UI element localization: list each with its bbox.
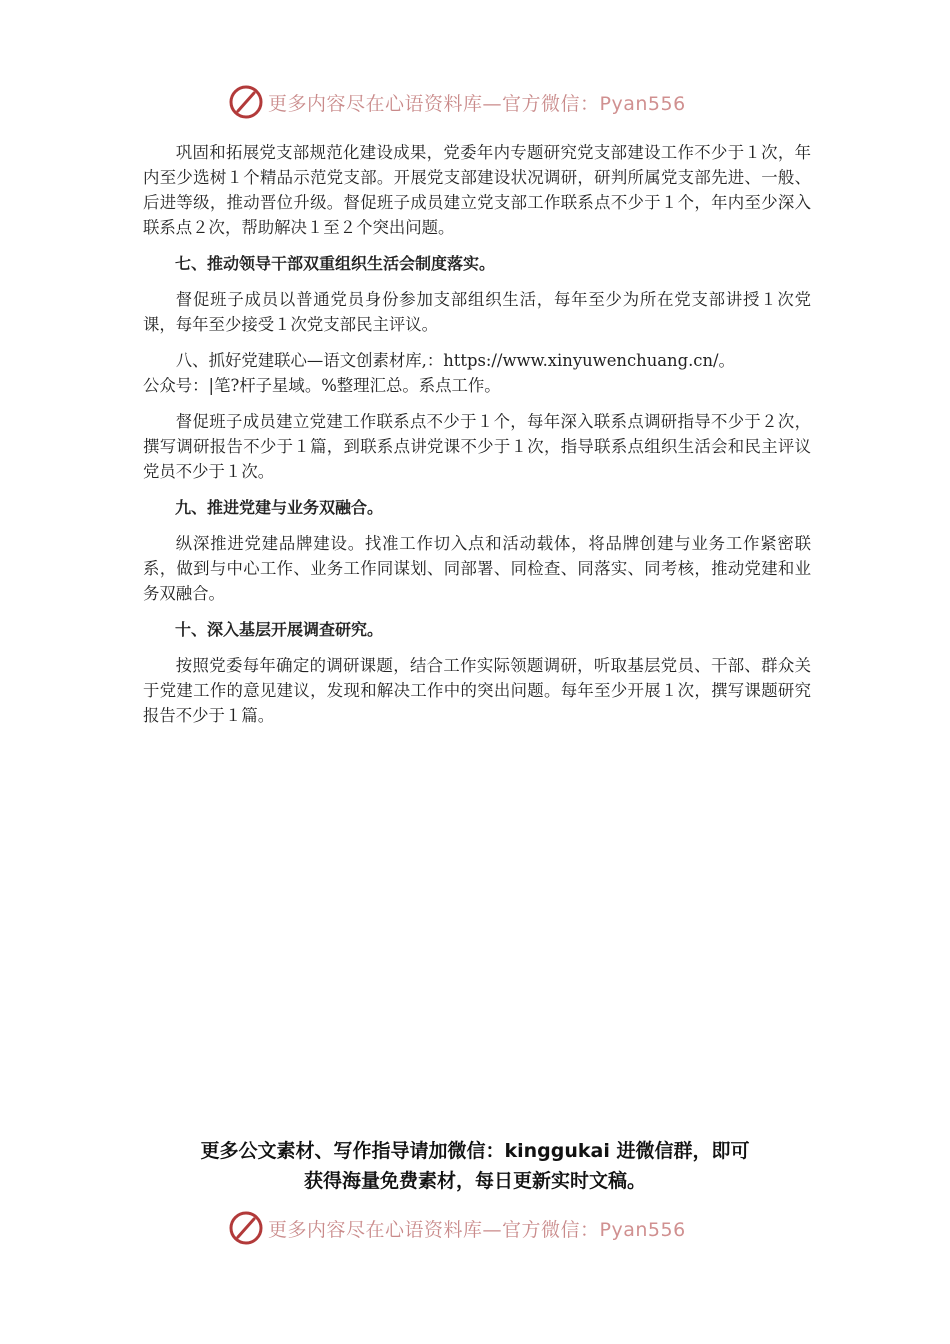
footer-note <box>100 1136 850 1196</box>
footer-banner <box>228 1208 686 1248</box>
footer-note-line-2: 获得海量免费素材，每日更新实时文稿。 <box>303 1170 646 1192</box>
header-banner <box>228 82 686 122</box>
section-8-subline: 公众号：|笔?杆子星域。%整理汇总。系点工作。 <box>143 376 501 395</box>
document-body <box>143 140 811 739</box>
section-9-body: 纵深推进党建品牌建设。找准工作切入点和活动载体，将品牌创建与业务工作紧密联系，做到与中心工作、业务工作同谋划、同部署、同检查、同落实、同考核，推动党建和业务双融合。 <box>143 534 811 603</box>
pen-logo-icon <box>228 1210 264 1246</box>
section-10-heading: 十、深入基层开展调查研究。 <box>175 620 384 639</box>
section-7-heading: 七、推动领导干部双重组织生活会制度落实。 <box>175 254 496 273</box>
section-10-body: 按照党委每年确定的调研课题，结合工作实际领题调研，听取基层党员、干部、群众关于党建工作的意见建议，发现和解决工作中的突出问题。每年至少开展１次，撰写课题研究报告不少于１篇。 <box>143 656 811 725</box>
footer-note-line-1: 更多公文素材、写作指导请加微信：kinggukai 进微信群，即可 <box>200 1140 750 1162</box>
section-9-heading: 九、推进党建与业务双融合。 <box>175 498 384 517</box>
header-banner-text: 更多内容尽在心语资料库—官方微信：Pyan556 <box>268 92 686 115</box>
section-8-body: 督促班子成员建立党建工作联系点不少于１个，每年深入联系点调研指导不少于２次，撰写调研报告不少于１篇，到联系点讲党课不少于１次，指导联系点组织生活会和民主评议党员不少于１次。 <box>143 412 811 481</box>
section-8-heading: 八、抓好党建联心—语文创素材库,：https://www.xinyuwenchuang.cn/。 <box>175 351 735 370</box>
paragraph: 巩固和拓展党支部规范化建设成果，党委年内专题研究党支部建设工作不少于１次，年内至少选树１个精品示范党支部。开展党支部建设状况调研，研判所属党支部先进、一般、后进等级，推动晋位升级。督促班子成员建立党支部工作联系点不少于１个，年内至少深入联系点２次，帮助解决１至２个突出问题。 <box>143 143 811 237</box>
section-7-body: 督促班子成员以普通党员身份参加支部组织生活，每年至少为所在党支部讲授１次党课，每年至少接受１次党支部民主评议。 <box>143 290 811 334</box>
footer-banner-text: 更多内容尽在心语资料库—官方微信：Pyan556 <box>268 1218 686 1241</box>
pen-logo-icon <box>228 84 264 120</box>
